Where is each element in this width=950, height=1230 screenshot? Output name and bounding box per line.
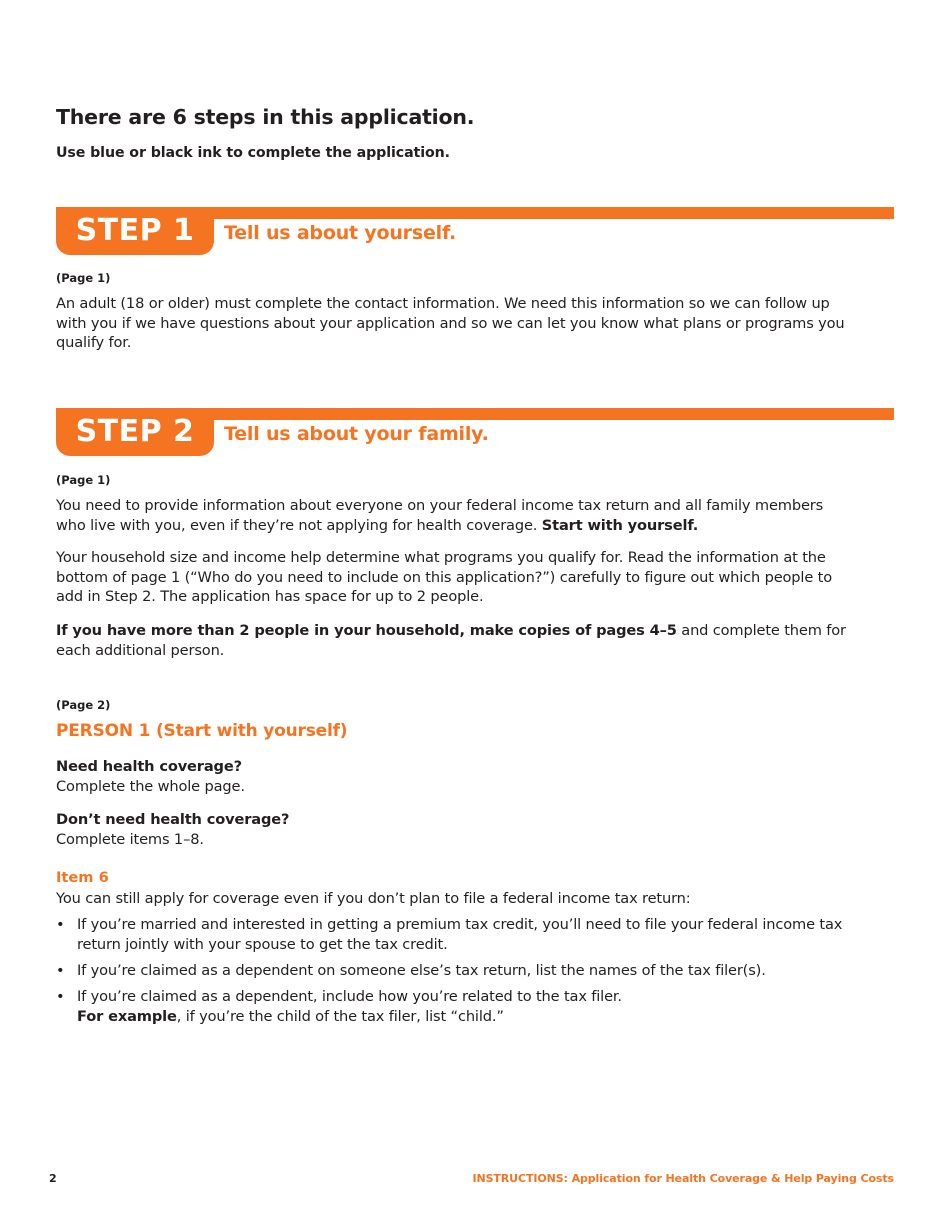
bullet-3-line-1: If you’re claimed as a dependent, include how you’re related to the tax filer. (77, 988, 622, 1005)
need-coverage-question: Need health coverage? (56, 758, 242, 775)
step-2-page-ref: (Page 1) (56, 473, 111, 487)
item-6-intro: You can still apply for coverage even if you don’t plan to file a federal income tax return: (56, 890, 691, 907)
bullet-text (77, 987, 847, 1026)
item-6-title: Item 6 (56, 869, 109, 886)
step-2-title: Tell us about your family. (224, 423, 489, 445)
dont-need-coverage-block (56, 810, 856, 849)
step-2-p3-bold: If you have more than 2 people in your household, make copies of pages 4–5 (56, 622, 677, 639)
footer-title: INSTRUCTIONS: Application for Health Coverage & Help Paying Costs (472, 1172, 894, 1185)
step-1-banner (56, 207, 894, 255)
step-2-p1-bold: Start with yourself. (541, 516, 699, 534)
step-2-label: STEP 2 (56, 408, 214, 456)
page-number: 2 (49, 1172, 57, 1185)
person-1-title: PERSON 1 (Start with yourself) (56, 721, 348, 741)
page-heading: There are 6 steps in this application. (56, 105, 475, 129)
bullet-text: If you’re married and interested in getting a premium tax credit, you’ll need to file your federal income tax return jointly with your spouse to get the tax credit. (77, 916, 843, 953)
person-page-ref: (Page 2) (56, 698, 111, 712)
step-2-p3-text: and complete them for each additional person. (56, 622, 846, 659)
step-2-paragraph-2: Your household size and income help determine what programs you qualify for. Read the information at the bottom of page 1 (“Who do you need to include on this application?”) carefully to figure out which people to add in Step 2. The application has space for up to 2 people. (56, 549, 832, 605)
dont-need-coverage-answer: Complete items 1–8. (56, 830, 204, 848)
bullet-marker: • (56, 988, 65, 1005)
dont-need-coverage-question: Don’t need health coverage? (56, 811, 290, 828)
step-1-page-ref: (Page 1) (56, 271, 111, 285)
step-2-paragraph-3 (56, 621, 856, 660)
bullet-3-example-label: For example (77, 1007, 177, 1025)
step-1-label: STEP 1 (56, 207, 214, 255)
step-2-paragraph-1 (56, 496, 856, 535)
step-2-banner (56, 408, 894, 456)
need-coverage-answer: Complete the whole page. (56, 777, 245, 795)
need-coverage-block (56, 757, 856, 796)
bullet-3-example-text: , if you’re the child of the tax filer, list “child.” (176, 1007, 504, 1025)
step-1-title: Tell us about yourself. (224, 222, 457, 244)
bullet-text: If you’re claimed as a dependent on someone else’s tax return, list the names of the tax filer(s). (77, 962, 766, 979)
step-2-p1-text: You need to provide information about everyone on your federal income tax return and all family members who live with you, even if they’re not applying for health coverage. (56, 497, 824, 534)
bullet-marker: • (56, 916, 65, 933)
bullet-marker: • (56, 962, 65, 979)
ink-instruction: Use blue or black ink to complete the application. (56, 145, 450, 161)
step-1-paragraph: An adult (18 or older) must complete the contact information. We need this information so we can follow up with you if we have questions about your application and so we can let you know what plans or programs you qualify for. (56, 295, 845, 351)
